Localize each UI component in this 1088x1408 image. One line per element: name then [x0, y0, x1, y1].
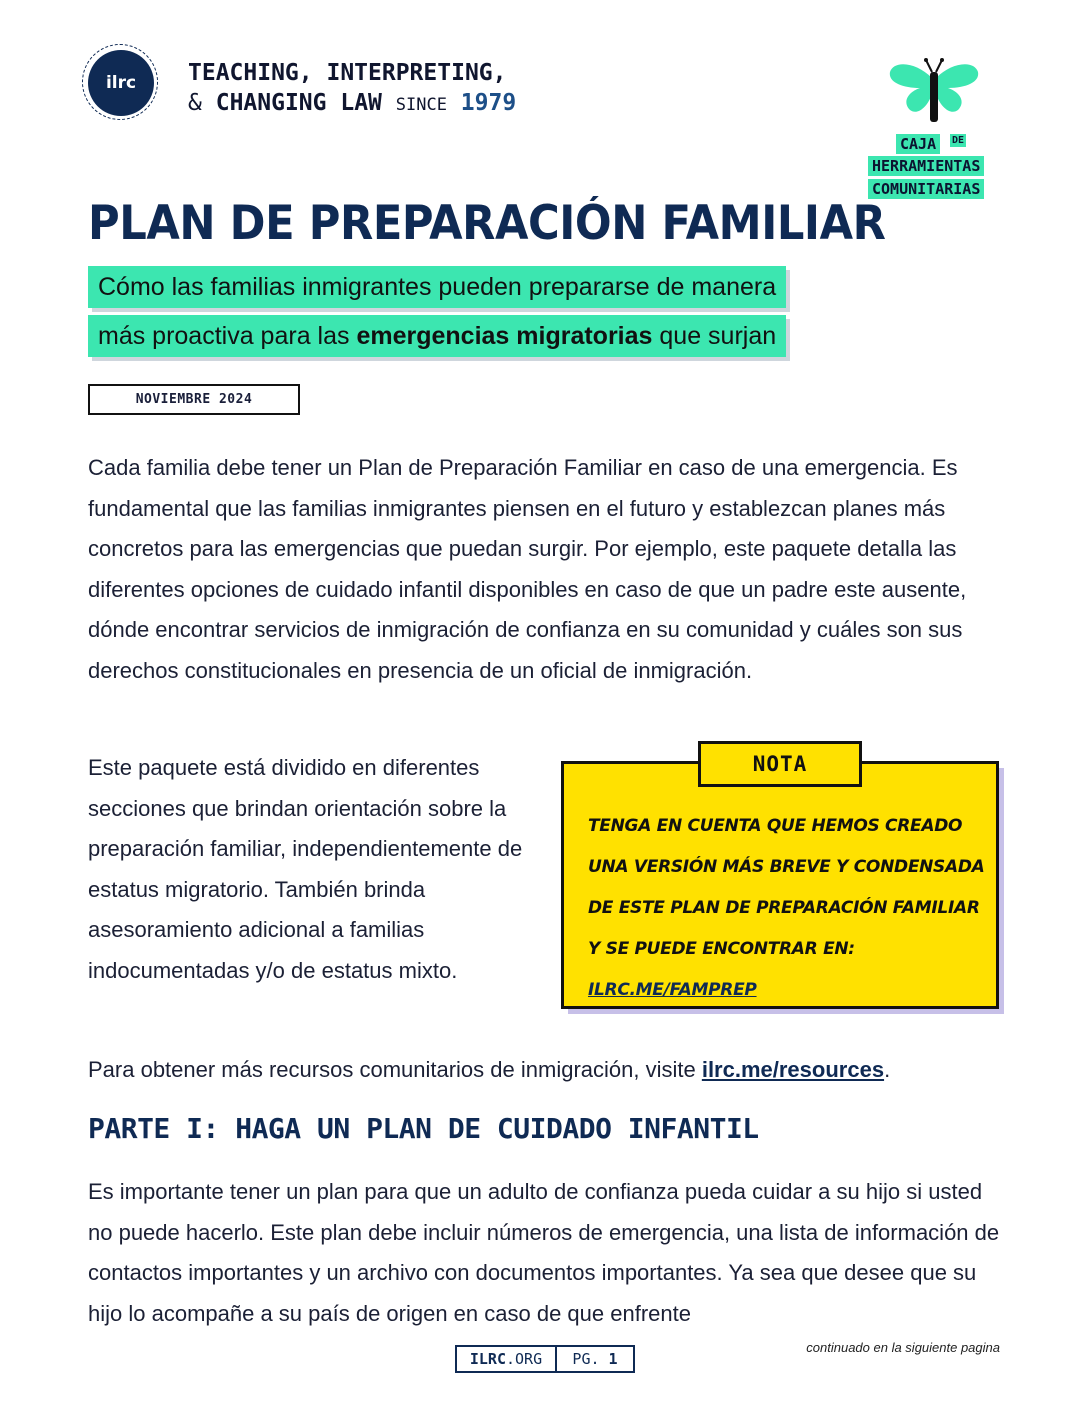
resources-text: Para obtener más recursos comunitarios de inmigración, visite	[88, 1057, 702, 1082]
tagline-changing: CHANGING LAW	[215, 90, 382, 116]
tagline-line1: TEACHING, INTERPRETING,	[188, 60, 507, 86]
subtitle-line2	[88, 315, 786, 357]
logo-text: ilrc	[105, 73, 137, 93]
footer-page-label: PG.	[572, 1350, 600, 1368]
toolbox-word-herramientas: HERRAMIENTAS	[868, 156, 984, 176]
subtitle-line2-bold: emergencias migratorias	[356, 322, 653, 350]
subtitle-line2-post: que surjan	[652, 322, 777, 350]
famprep-link[interactable]: ILRC.ME/FAMPREP	[588, 980, 757, 1000]
subtitle-line2-pre: más proactiva para las	[98, 322, 357, 350]
date-label: NOVIEMBRE 2024	[88, 384, 300, 415]
footer-page	[557, 1347, 633, 1371]
continued-note: continuado en la siguiente pagina	[806, 1340, 1000, 1355]
butterfly-icon	[886, 58, 982, 122]
tagline	[188, 58, 516, 120]
footer-site[interactable]	[457, 1347, 557, 1371]
tagline-line2	[188, 88, 516, 120]
sections-paragraph: Este paquete está dividido en diferentes secciones que brindan orientación sobre la preparación familiar, independientemente de estatus migratorio. También brinda asesoramiento adicional a familias indocumentadas y/o de estatus mixto.	[88, 755, 523, 983]
tagline-year: 1979	[460, 90, 517, 116]
ilrc-logo	[88, 50, 154, 116]
page-title: PLAN DE PREPARACIÓN FAMILIAR	[88, 196, 886, 251]
footer-page-number: 1	[608, 1350, 618, 1368]
resources-paragraph	[88, 1050, 1008, 1091]
intro-paragraph: Cada familia debe tener un Plan de Preparación Familiar en caso de una emergencia. Es fundamental que las familias inmigrantes piensen en el futuro y establezcan planes más concretos para las emergencias que puedan surgir. Por ejemplo, este paquete detalla las diferentes opciones de cuidado infantil disponibles en caso de que un padre este ausente, dónde encontrar servicios de inmigración de confianza en su comunidad y cuáles son sus derechos constitucionales en presencia de un oficial de inmigración.	[88, 455, 967, 683]
nota-text-body: TENGA EN CUENTA QUE HEMOS CREADO UNA VERSIÓN MÁS BREVE Y CONDENSADA DE ESTE PLAN DE PREPARACIÓN FAMILIAR Y SE PUEDE ENCONTRAR EN:	[588, 816, 985, 959]
toolbox-word-comunitarias: COMUNITARIAS	[868, 179, 984, 199]
toolbox-word-de: DE	[952, 135, 965, 146]
nota-text	[588, 806, 988, 1011]
tagline-since: SINCE	[395, 95, 447, 115]
resources-period: .	[884, 1057, 891, 1082]
tagline-amp: &	[188, 90, 202, 116]
section-heading: PARTE I: HAGA UN PLAN DE CUIDADO INFANTIL	[88, 1112, 759, 1145]
childcare-paragraph: Es importante tener un plan para que un adulto de confianza pueda cuidar a su hijo si usted no puede hacerlo. Este plan debe incluir números de emergencia, una lista de información de contactos importantes y un archivo con documentos importantes. Ya sea que desee que su hijo lo acompañe a su país de origen en caso de que enfrente	[88, 1179, 1000, 1326]
toolbox-word-caja: CAJA	[896, 134, 940, 154]
footer-site-bold: ILRC	[469, 1350, 506, 1368]
resources-link[interactable]: ilrc.me/resources	[701, 1057, 885, 1082]
nota-label: NOTA	[698, 741, 862, 787]
subtitle-line1: Cómo las familias inmigrantes pueden prepararse de manera	[88, 266, 786, 308]
footer-box	[455, 1345, 635, 1373]
footer-site-rest: .ORG	[506, 1350, 543, 1368]
